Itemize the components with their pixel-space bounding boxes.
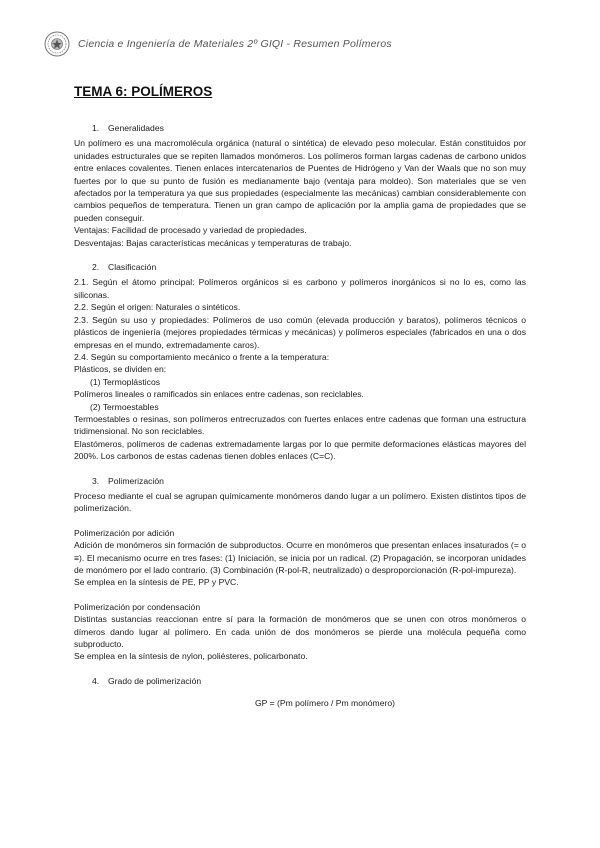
formula-gp: GP = (Pm polímero / Pm monómero) (254, 698, 395, 709)
university-seal-icon (44, 31, 70, 57)
paragraph-generalidades: Un polímero es una macromolécula orgánica (natural o sintética) de elevado peso molecular. Están constituidos por unidades estructurales que se repiten llamados monómeros. Los polímeros forman largas cadenas de carbono unidos entre enlaces covalentes. Tienen enlaces intercatenarios de Puentes de Hidrógeno y Van der Waals que no son muy fuertes por lo que su punto de fusión es medianamente bajo (ventaja para moldeo). Son materiales que se ven afectados por la temperatura ya que sus propiedades (especialmente las mecánicas) cambian considerablemente con cambios pequeños de temperatura. Tienen un gran campo de aplicación por la amplia gama de propiedades que se pueden conseguir. (74, 138, 526, 223)
section-heading-polimerizacion: 3. Polimerización (92, 475, 164, 486)
paragraph-termoestables: Termoestables o resinas, son polímeros entrecruzados con fuertes enlaces entre cadenas que forman una estructura tridimensional. No son reciclables. (74, 413, 526, 437)
paragraph-plasticos: Plásticos, se dividen en: (74, 364, 167, 375)
section-heading-generalidades: 1. Generalidades (92, 123, 164, 133)
paragraph-2-1: 2.1. Según el átomo principal: Polímeros orgánicos si es carbono y polímeros inorgánicos si no lo es, como las siliconas. (74, 277, 526, 300)
subheading-condensacion: Polimerización por condensación (74, 601, 201, 612)
subheading-termoestables: (2) Termoestables (90, 401, 159, 412)
header-title: Ciencia e Ingeniería de Materiales 2º GIQI - Resumen Polímeros (78, 38, 392, 50)
subheading-adicion: Polimerización por adición (74, 527, 175, 538)
paragraph-2-3: 2.3. Según su uso y propiedades: Polímeros de uso común (elevada producción y baratos), polímeros técnicos o plásticos de ingeniería (mejores propiedades térmicas y mecánicas) y polímeros especiales (fabricados en una o dos empresas en el mundo, extremadamente caros). (74, 314, 526, 350)
paragraph-condensacion: Distintas sustancias reaccionan entre sí para la formación de monómeros que se unen con otros monómeros o dímeros dando lugar al polímero. En cada unión de dos monómeros se pierde una molécula pequeña como subproducto. (74, 614, 526, 650)
paragraph-adicion-uso: Se emplea en la síntesis de PE, PP y PVC. (74, 577, 239, 588)
section-heading-clasificacion: 2. Clasificación (92, 262, 157, 273)
subheading-termoplasticos: (1) Termoplásticos (90, 376, 161, 387)
document-body (74, 84, 526, 710)
paragraph-condensacion-uso: Se emplea en la síntesis de nylon, poliésteres, policarbonato. (74, 651, 308, 662)
paragraph-2-4: 2.4. Según su comportamiento mecánico o frente a la temperatura: (74, 351, 330, 362)
section-heading-grado: 4. Grado de polimerización (92, 675, 202, 686)
paragraph-adicion: Adición de monómeros sin formación de subproductos. Ocurre en monómeros que presentan enlaces insaturados (= o ≡). El mecanismo ocurre en tres fases: (1) Iniciación, se inicia por un radical. (2) Propagación, se incorporan unidades de monómero por el lado contrario. (3) Combinación (R-pol-R, neutralizado) o desproporcionación (R-pol-impureza). (74, 540, 526, 575)
paragraph-desventajas: Desventajas: Bajas características mecánicas y temperaturas de trabajo. (74, 237, 352, 248)
page-title: TEMA 6: POLÍMEROS (74, 84, 213, 99)
paragraph-ventajas: Ventajas: Facilidad de procesado y variedad de propiedades. (74, 225, 307, 236)
paragraph-polimerizacion: Proceso mediante el cual se agrupan químicamente monómeros dando lugar a un polímero. Existen distintos tipos de polimerización. (74, 490, 526, 514)
paragraph-elastomeros: Elastómeros, polímeros de cadenas extremadamente largas por lo que permite deformaciones elásticas mayores del 200%. Los carbonos de estas cadenas tienen dobles enlaces (C=C). (74, 438, 526, 462)
page-header (44, 30, 392, 58)
paragraph-termoplasticos: Polímeros lineales o ramificados sin enlaces entre cadenas, son reciclables. (74, 389, 364, 400)
paragraph-2-2: 2.2. Según el origen: Naturales o sintéticos. (74, 302, 241, 313)
